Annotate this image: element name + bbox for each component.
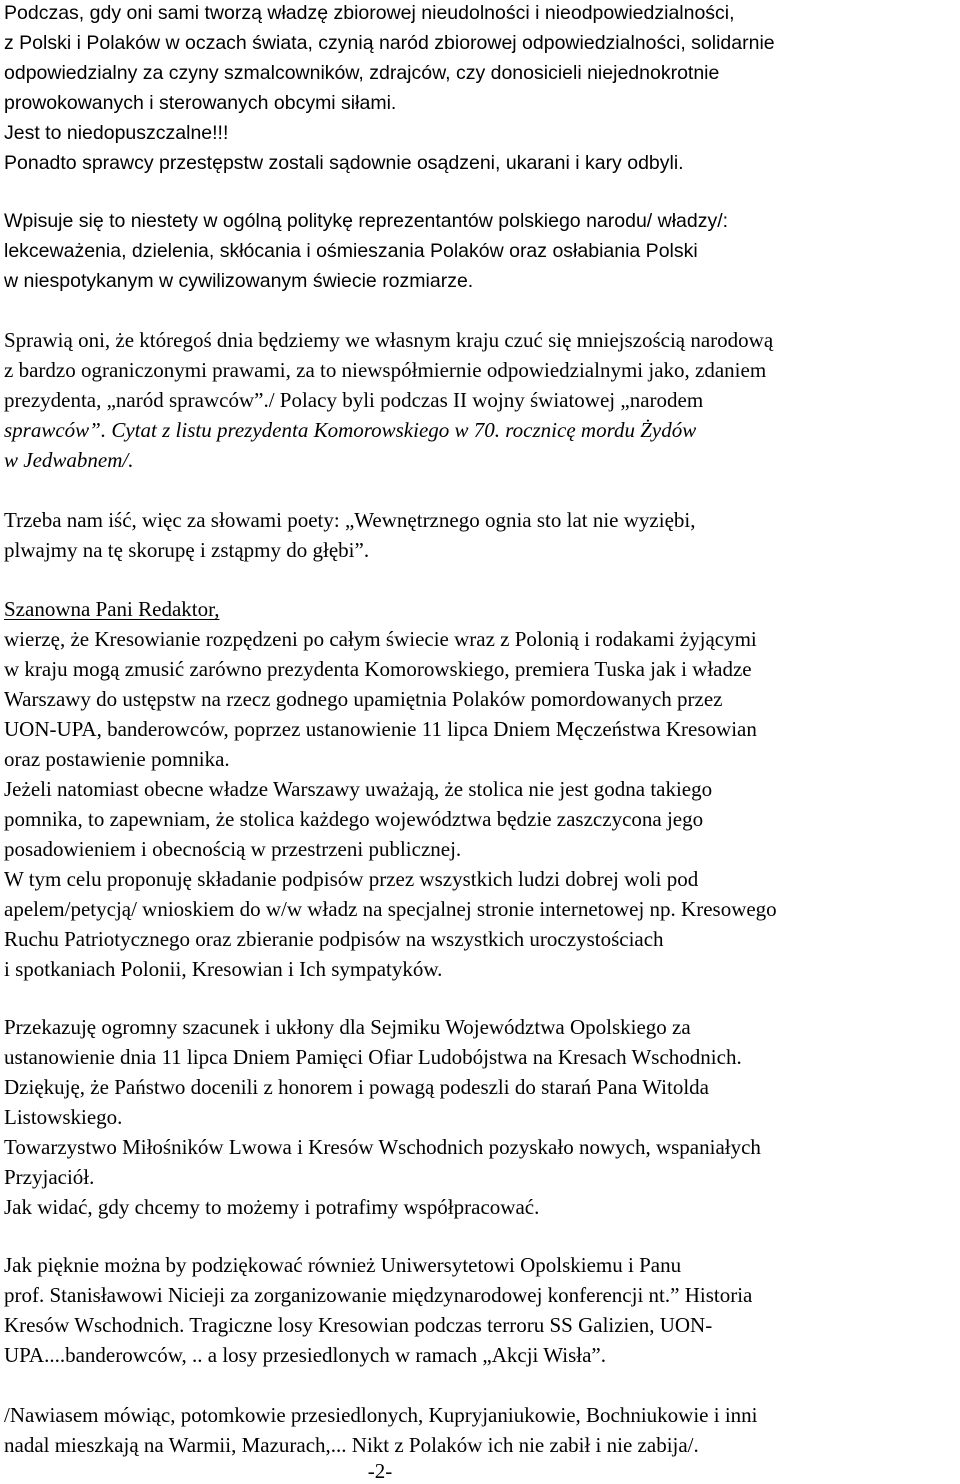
text-line: pomnika, to zapewniam, że stolica każdego województwa będzie zaszczycona jego xyxy=(4,807,704,831)
text-line: prof. Stanisławowi Nicieji za zorganizowanie międzynarodowej konferencji nt.” Historia xyxy=(4,1283,753,1307)
text-line-italic: w Jedwabnem/. xyxy=(4,448,134,472)
text-line: lekceważenia, dzielenia, skłócania i ośmieszania Polaków oraz osłabiania Polski xyxy=(4,240,698,262)
text-line: wierzę, że Kresowianie rozpędzeni po całym świecie wraz z Polonią i rodakami żyjącymi xyxy=(4,627,757,651)
text-line: Jak pięknie można by podziękować również Uniwersytetowi Opolskiemu i Panu xyxy=(4,1253,682,1277)
text-line: z bardzo ograniczonymi prawami, za to niewspółmiernie odpowiedzialnymi jako, zdaniem xyxy=(4,358,767,382)
text-line: Podczas, gdy oni sami tworzą władzę zbiorowej nieudolności i nieodpowiedzialności, xyxy=(4,2,735,24)
text-line: prezydenta, „naród sprawców”./ Polacy byli podczas II wojny światowej „narodem xyxy=(4,388,704,412)
text-line-italic: sprawców”. Cytat z listu prezydenta Komorowskiego w 70. rocznicę mordu Żydów xyxy=(4,418,697,442)
text-line: Jak widać, gdy chcemy to możemy i potrafimy współpracować. xyxy=(4,1195,540,1219)
text-line: posadowieniem i obecnością w przestrzeni publicznej. xyxy=(4,837,462,861)
text-line: prowokowanych i sterowanych obcymi siłami. xyxy=(4,92,397,114)
text-line: Towarzystwo Miłośników Lwowa i Kresów Wschodnich pozyskało nowych, wspaniałych xyxy=(4,1135,761,1159)
text-line: /Nawiasem mówiąc, potomkowie przesiedlonych, Kupryjaniukowie, Bochniukowie i inni xyxy=(4,1403,758,1427)
text-line: Ponadto sprawcy przestępstw zostali sądownie osądzeni, ukarani i kary odbyli. xyxy=(4,152,684,174)
text-line: Wpisuje się to niestety w ogólną politykę reprezentantów polskiego narodu/ władzy/: xyxy=(4,210,729,232)
text-line: plwajmy na tę skorupę i zstąpmy do głębi”. xyxy=(4,538,370,562)
text-line: w kraju mogą zmusić zarówno prezydenta Komorowskiego, premiera Tuska jak i władze xyxy=(4,657,752,681)
text-line: z Polski i Polaków w oczach świata, czynią naród zbiorowej odpowiedzialności, solidarnie xyxy=(4,32,775,54)
text-line: ustanowienie dnia 11 lipca Dniem Pamięci Ofiar Ludobójstwa na Kresach Wschodnich. xyxy=(4,1045,742,1069)
text-line: w niespotykanym w cywilizowanym świecie rozmiarze. xyxy=(4,270,474,292)
text-line: Listowskiego. xyxy=(4,1105,123,1129)
page-number: -2- xyxy=(367,1459,393,1483)
text-line: Dziękuję, że Państwo docenili z honorem i powagą podeszli do starań Pana Witolda xyxy=(4,1075,709,1099)
text-line: nadal mieszkają na Warmii, Mazurach,... Nikt z Polaków ich nie zabił i nie zabija/. xyxy=(4,1433,699,1457)
text-line: UON-UPA, banderowców, poprzez ustanowienie 11 lipca Dniem Męczeństwa Kresowian xyxy=(4,717,757,741)
text-line: Trzeba nam iść, więc za słowami poety: „Wewnętrznego ognia sto lat nie wyziębi, xyxy=(4,508,696,532)
text-line: apelem/petycją/ wnioskiem do w/w władz na specjalnej stronie internetowej np. Kresowego xyxy=(4,897,777,921)
text-line: UPA....banderowców, .. a losy przesiedlonych w ramach „Akcji Wisła”. xyxy=(4,1343,606,1367)
text-line: Kresów Wschodnich. Tragiczne losy Kresowian podczas terroru SS Galizien, UON- xyxy=(4,1313,713,1337)
text-line: Przekazuję ogromny szacunek i ukłony dla Sejmiku Województwa Opolskiego za xyxy=(4,1015,691,1039)
text-line: odpowiedzialny za czyny szmalcowników, zdrajców, czy donosicieli niejednokrotnie xyxy=(4,62,720,84)
text-line: Przyjaciół. xyxy=(4,1165,95,1189)
text-line: oraz postawienie pomnika. xyxy=(4,747,230,771)
text-line: Warszawy do ustępstw na rzecz godnego upamiętnia Polaków pomordowanych przez xyxy=(4,687,723,711)
text-line: Jest to niedopuszczalne!!! xyxy=(4,122,229,144)
text-line: W tym celu proponuję składanie podpisów przez wszystkich ludzi dobrej woli pod xyxy=(4,867,699,891)
salutation: Szanowna Pani Redaktor, xyxy=(4,597,220,621)
text-line: i spotkaniach Polonii, Kresowian i Ich sympatyków. xyxy=(4,957,443,981)
text-line: Jeżeli natomiast obecne władze Warszawy uważają, że stolica nie jest godna takiego xyxy=(4,777,713,801)
text-line: Sprawią oni, że któregoś dnia będziemy we własnym kraju czuć się mniejszością narodową xyxy=(4,328,774,352)
text-line: Ruchu Patriotycznego oraz zbieranie podpisów na wszystkich uroczystościach xyxy=(4,927,664,951)
